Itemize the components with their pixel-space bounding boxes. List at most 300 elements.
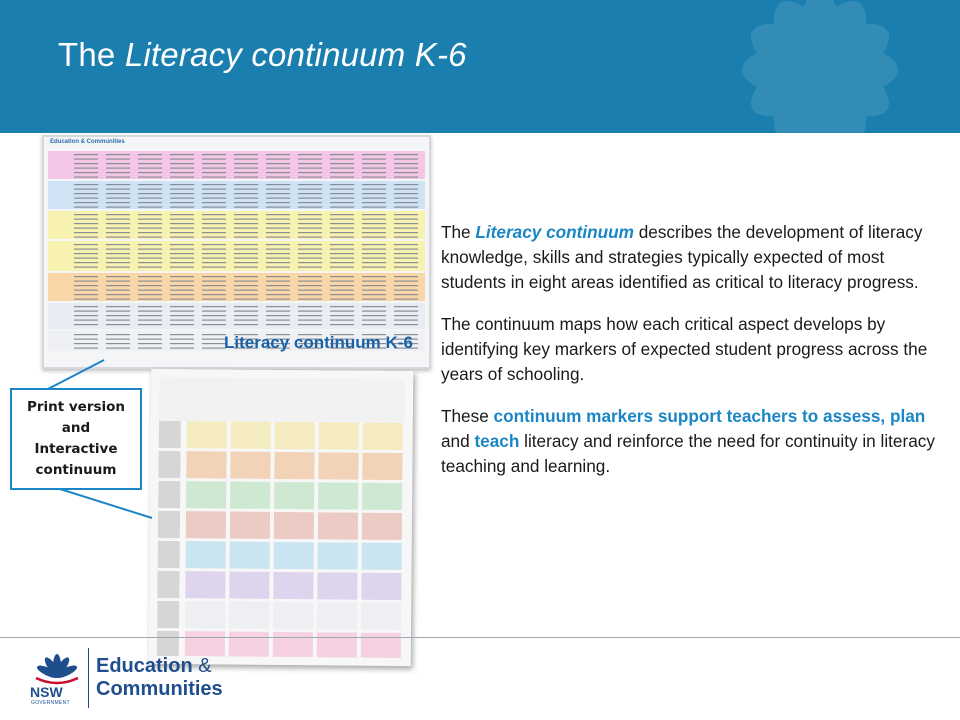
poster-text-line [202,348,226,349]
poster-text-line [330,184,354,185]
poster-text-line [106,334,130,335]
poster2-cell [229,632,269,659]
poster-text-line [170,232,194,233]
poster-text-line [234,159,258,160]
paragraph-2: The continuum maps how each critical aspect develops by identifying key markers of expected student progress across the years of schooling. [441,314,928,384]
poster-text-line [106,154,130,155]
poster-text-line [266,228,290,229]
poster-text-line [330,177,354,178]
poster-text-line [394,223,418,224]
poster-text-line [74,249,98,250]
poster2-cell [230,452,270,479]
poster-text-line [394,315,418,316]
poster-text-line [362,177,386,178]
poster2-cell [231,422,271,449]
poster-text-line [138,311,162,312]
poster-text-line [234,177,258,178]
poster-text-line [138,198,162,199]
poster2-row-label [158,511,180,538]
poster-text-line [202,154,226,155]
poster-text-line [74,281,98,282]
poster-text-line [106,294,130,295]
poster-text-line [298,237,322,238]
poster-text-line [394,267,418,268]
poster-text-line [330,154,354,155]
poster-text-line [266,237,290,238]
logo-divider [88,648,89,708]
poster-text-line [138,202,162,203]
poster-text-line [202,198,226,199]
poster-text-line [298,267,322,268]
poster-text-line [202,334,226,335]
poster-text-line [202,324,226,325]
poster-text-line [74,202,98,203]
poster-text-line [138,249,162,250]
poster-text-line [266,202,290,203]
poster-text-line [362,290,386,291]
poster-text-line [234,163,258,164]
poster-text-line [298,189,322,190]
poster-text-line [170,237,194,238]
poster-text-line [394,202,418,203]
poster-text-line [362,299,386,300]
poster-text-line [266,207,290,208]
poster-text-line [362,306,386,307]
poster-text-line [74,294,98,295]
poster-text-line [170,311,194,312]
poster2-cell [318,452,358,479]
poster-text-line [106,348,130,349]
poster2-cell [229,602,269,629]
poster-text-line [106,163,130,164]
poster-text-line [74,163,98,164]
poster-text-line [266,184,290,185]
poster-text-line [106,223,130,224]
poster-text-line [298,324,322,325]
poster-text-line [394,207,418,208]
poster-text-line [298,258,322,259]
poster-text-line [362,198,386,199]
poster-text-line [362,207,386,208]
poster-text-line [170,168,194,169]
poster-text-line [106,324,130,325]
poster2-cell [319,422,359,449]
poster-text-line [266,198,290,199]
poster-text-line [330,306,354,307]
poster-text-line [266,258,290,259]
poster-text-line [266,193,290,194]
poster-text-line [266,315,290,316]
poster-text-line [74,262,98,263]
poster-text-line [106,311,130,312]
poster-text-line [266,189,290,190]
poster2-cell [362,483,402,510]
header-band [0,0,960,133]
poster-text-line [394,159,418,160]
poster-text-line [106,168,130,169]
poster-text-line [266,290,290,291]
print-continuum-image [42,135,431,369]
poster-text-line [106,258,130,259]
poster-text-line [138,262,162,263]
poster-text-line [138,168,162,169]
poster-text-line [362,214,386,215]
poster-text-line [202,343,226,344]
poster-text-line [138,285,162,286]
poster2-cell [274,482,314,509]
poster-text-line [298,306,322,307]
poster-text-line [298,219,322,220]
poster-text-line [394,189,418,190]
poster-text-line [74,159,98,160]
poster-text-line [362,189,386,190]
poster-text-line [106,299,130,300]
poster-text-line [106,198,130,199]
poster-text-line [106,306,130,307]
poster-text-line [394,168,418,169]
poster2-cell [274,542,314,569]
poster-text-line [202,294,226,295]
poster2-row-label [159,421,181,448]
poster-text-line [362,219,386,220]
poster-text-line [298,177,322,178]
poster-text-line [202,339,226,340]
paragraph-3 [441,404,946,479]
poster-text-line [138,214,162,215]
poster-text-line [362,172,386,173]
poster-text-line [74,343,98,344]
poster-text-line [394,228,418,229]
poster-text-line [202,163,226,164]
poster-text-line [330,168,354,169]
poster-text-line [74,168,98,169]
poster-text-line [298,320,322,321]
poster2-cell [318,512,358,539]
poster-text-line [298,253,322,254]
poster2-cell [230,512,270,539]
poster-text-line [106,159,130,160]
poster-text-line [106,228,130,229]
poster-text-line [234,207,258,208]
poster-text-line [202,262,226,263]
poster-text-line [330,299,354,300]
poster-text-line [234,306,258,307]
poster-text-line [394,306,418,307]
poster-text-line [234,315,258,316]
poster-text-line [106,253,130,254]
poster-text-line [106,172,130,173]
interactive-continuum-grid [157,377,405,658]
poster-text-line [330,207,354,208]
poster-text-line [74,285,98,286]
poster-text-line [362,163,386,164]
poster2-cell [185,601,225,628]
poster-text-line [266,276,290,277]
poster2-cell [186,541,226,568]
poster-text-line [394,184,418,185]
poster-text-line [298,232,322,233]
poster-text-line [170,276,194,277]
poster-text-line [202,244,226,245]
poster-text-line [394,193,418,194]
poster2-cell [230,482,270,509]
poster-text-line [266,294,290,295]
poster-text-line [330,276,354,277]
poster-text-line [138,276,162,277]
poster2-cell [318,482,358,509]
poster-text-line [266,253,290,254]
poster2-cell [273,572,313,599]
poster-text-line [138,334,162,335]
poster-logo: Education & Communities [50,139,125,145]
poster-text-line [234,219,258,220]
poster2-cell [362,453,402,480]
poster-text-line [106,184,130,185]
poster-text-line [362,294,386,295]
poster-text-line [106,285,130,286]
poster-text-line [234,172,258,173]
poster-text-line [170,262,194,263]
poster-text-line [330,285,354,286]
poster-text-line [106,189,130,190]
poster-text-line [202,189,226,190]
poster-text-line [170,267,194,268]
poster-text-line [74,214,98,215]
poster2-cell [317,602,357,629]
poster-text-line [298,228,322,229]
poster-text-line [170,294,194,295]
poster-text-line [138,281,162,282]
poster-text-line [138,294,162,295]
poster-text-line [234,193,258,194]
poster-text-line [362,244,386,245]
poster-text-line [74,306,98,307]
poster-text-line [394,285,418,286]
poster-text-line [298,311,322,312]
poster-text-line [74,207,98,208]
poster-text-line [106,343,130,344]
poster-text-line [74,198,98,199]
poster-text-line [170,163,194,164]
dept-line-1: Education [96,655,193,677]
poster-text-line [266,168,290,169]
poster-text-line [138,299,162,300]
poster-text-line [234,299,258,300]
poster-text-line [234,184,258,185]
poster-text-line [106,249,130,250]
poster-text-line [266,159,290,160]
poster-text-line [394,276,418,277]
poster-text-line [330,315,354,316]
poster-text-line [138,315,162,316]
poster2-row-label [157,601,179,628]
poster-text-line [170,343,194,344]
poster-text-line [170,290,194,291]
poster-text-line [394,214,418,215]
poster-text-line [266,172,290,173]
poster-text-line [330,193,354,194]
poster-text-line [394,232,418,233]
poster-text-line [170,184,194,185]
poster-text-line [170,219,194,220]
poster-text-line [74,177,98,178]
poster-text-line [234,294,258,295]
poster-text-line [298,202,322,203]
poster-text-line [298,249,322,250]
poster-text-line [106,177,130,178]
poster-text-line [234,198,258,199]
poster-text-line [138,184,162,185]
poster-text-line [74,189,98,190]
poster-text-line [234,258,258,259]
p3-mid: and [441,431,475,451]
poster-text-line [170,214,194,215]
poster-text-line [298,276,322,277]
poster-text-line [330,258,354,259]
poster-text-line [138,159,162,160]
poster-text-line [266,285,290,286]
poster-text-line [170,253,194,254]
poster-text-line [330,262,354,263]
poster-text-line [74,193,98,194]
poster-text-line [330,267,354,268]
poster2-cell [362,513,402,540]
poster-text-line [330,311,354,312]
poster2-cell [186,451,226,478]
poster-text-line [74,219,98,220]
poster-text-line [266,244,290,245]
poster-text-line [298,168,322,169]
poster-text-line [298,281,322,282]
poster-text-line [234,311,258,312]
poster-text-line [74,258,98,259]
poster-text-line [394,324,418,325]
description [441,220,946,496]
poster-text-line [138,193,162,194]
poster-text-line [266,262,290,263]
poster2-cell [273,602,313,629]
poster-text-line [106,339,130,340]
dept-line-2: Communities [96,678,223,700]
poster2-row-label [157,571,179,598]
poster-text-line [170,198,194,199]
poster-text-line [394,299,418,300]
poster-text-line [74,290,98,291]
poster-text-line [394,249,418,250]
poster-text-line [394,163,418,164]
poster-text-line [170,285,194,286]
callout-box [10,388,142,490]
poster-text-line [362,262,386,263]
poster-text-line [202,299,226,300]
poster-text-line [170,189,194,190]
poster-text-line [234,232,258,233]
poster-text-line [330,159,354,160]
poster-text-line [298,294,322,295]
poster-title: Literacy continuum K-6 [224,333,413,352]
title-main: The [58,36,125,73]
poster-text-line [106,219,130,220]
poster-text-line [362,285,386,286]
poster-text-line [394,154,418,155]
poster-text-line [266,154,290,155]
poster-text-line [298,184,322,185]
poster-text-line [266,163,290,164]
poster-text-line [74,154,98,155]
poster-text-line [394,258,418,259]
poster-text-line [266,299,290,300]
poster-text-line [266,281,290,282]
poster-text-line [74,267,98,268]
poster-text-line [266,267,290,268]
p3-post: literacy and reinforce the need for continuity in literacy teaching and learning. [441,431,935,476]
poster-text-line [362,228,386,229]
poster2-cell [230,542,270,569]
poster-text-line [330,244,354,245]
poster2-cell [317,572,357,599]
poster2-cell [229,572,269,599]
poster-text-line [106,290,130,291]
poster2-row-label [158,481,180,508]
poster-text-line [330,163,354,164]
nsw-wordmark: NSW [30,684,63,700]
poster-text-line [202,320,226,321]
poster-text-line [234,154,258,155]
p3-highlight-2: teach [474,431,520,451]
poster2-cell [186,481,226,508]
poster-text-line [298,315,322,316]
poster-text-line [298,154,322,155]
poster-text-line [170,193,194,194]
poster-text-line [170,154,194,155]
poster-text-line [330,249,354,250]
poster-text-line [202,159,226,160]
poster-text-line [170,244,194,245]
poster-text-line [138,253,162,254]
poster-text-line [202,177,226,178]
poster-text-line [170,324,194,325]
poster-text-line [362,253,386,254]
poster-text-line [362,267,386,268]
p3-pre: These [441,406,494,426]
poster-text-line [106,276,130,277]
poster-text-line [170,258,194,259]
poster-text-line [234,290,258,291]
poster-text-line [138,177,162,178]
poster-text-line [298,244,322,245]
poster-text-line [234,223,258,224]
poster2-cell [363,423,403,450]
poster-text-line [362,258,386,259]
poster-text-line [362,232,386,233]
poster-text-line [106,315,130,316]
poster-text-line [106,214,130,215]
poster-text-line [74,324,98,325]
poster-text-line [74,334,98,335]
poster-text-line [298,163,322,164]
poster-text-line [138,163,162,164]
poster-text-line [362,193,386,194]
poster-text-line [170,202,194,203]
poster-text-line [202,281,226,282]
poster-text-line [266,311,290,312]
poster-text-line [202,193,226,194]
poster-text-line [170,348,194,349]
poster-text-line [298,285,322,286]
poster-text-line [266,219,290,220]
poster-text-line [202,267,226,268]
poster-text-line [170,281,194,282]
